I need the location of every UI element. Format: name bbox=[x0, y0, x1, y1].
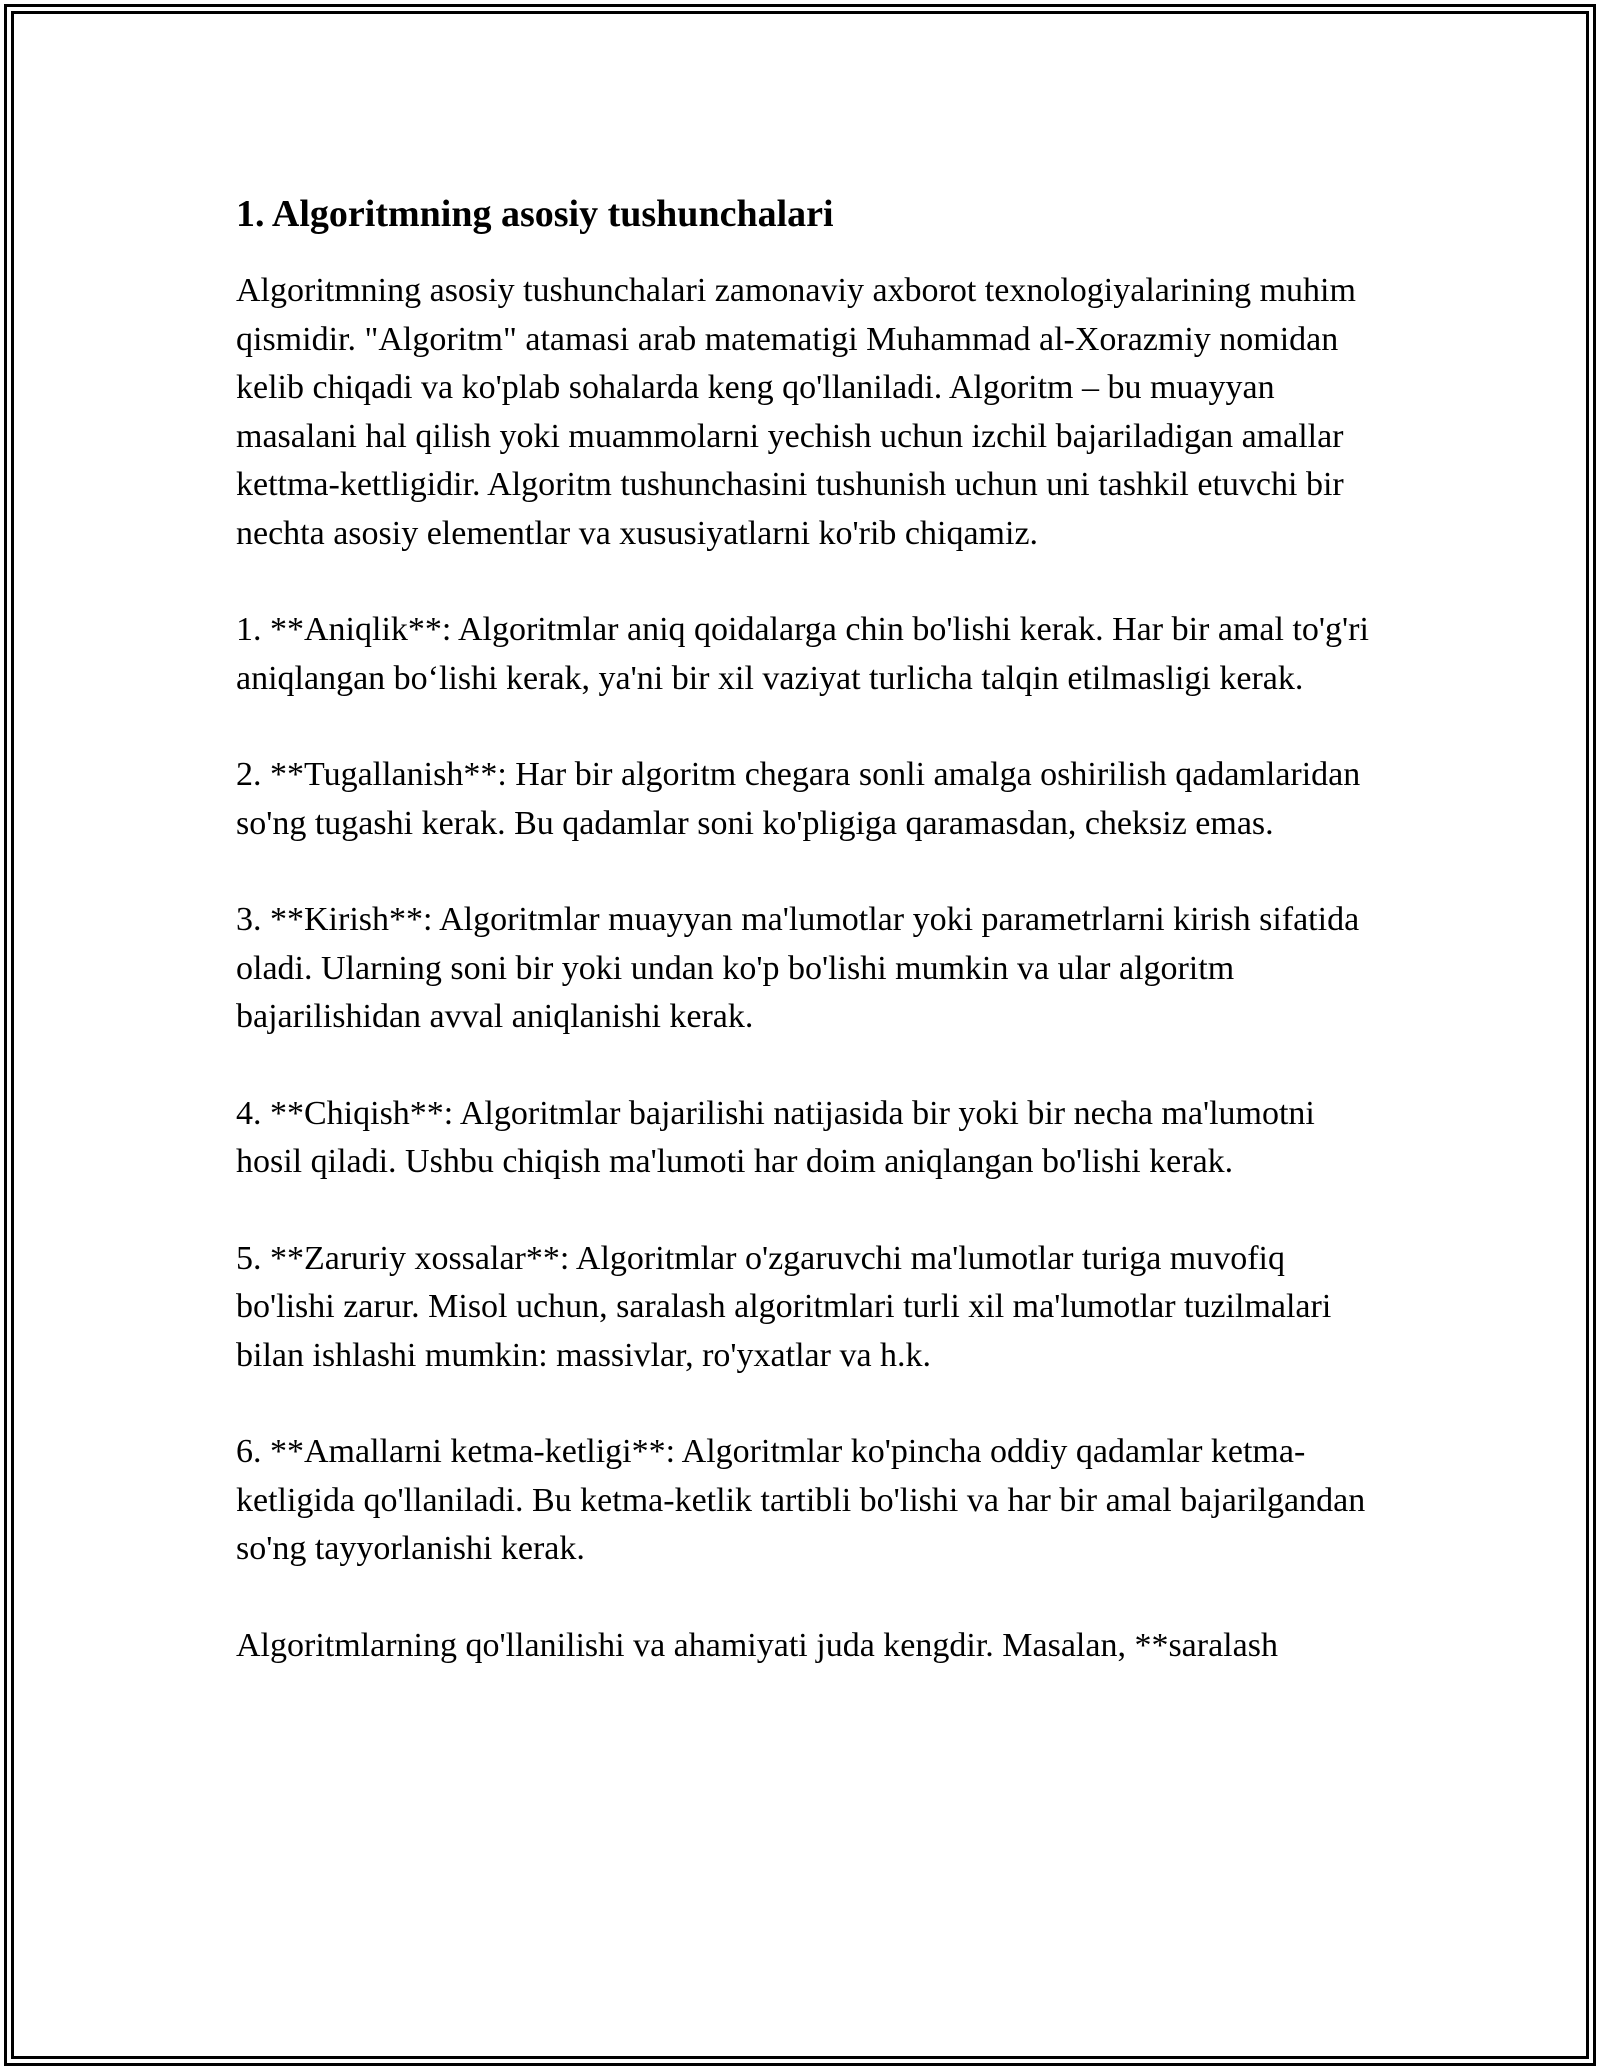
paragraph-zaruriy-xossalar: 5. **Zaruriy xossalar**: Algoritmlar o'zgaruvchi ma'lumotlar turiga muvofiq bo'lishi zarur. Misol uchun, saralash algoritmlari turli xil ma'lumotlar tuzilmalari bilan ishlashi mumkin: massivlar, ro'yxatlar va h.k. bbox=[236, 1239, 1332, 1374]
paragraph-intro: Algoritmning asosiy tushunchalari zamonaviy axborot texnologiyalarining muhim qismidir. "Algoritm" atamasi arab matematigi Muhammad al-Xorazmiy nomidan kelib chiqadi va ko'plab sohalarda keng qo'llaniladi. Algoritm – bu muayyan masalani hal qilish yoki muammolarni yechish uchun izchil bajariladigan amallar kettma-kettligidir. Algoritm tushunchasini tushunish uchun uni tashkil etuvchi bir nechta asosiy elementlar va xususiyatlarni ko'rib chiqamiz. bbox=[236, 272, 1356, 552]
paragraph-chiqish: 4. **Chiqish**: Algoritmlar bajarilishi natijasida bir yoki bir necha ma'lumotni hosil qiladi. Ushbu chiqish ma'lumoti har doim aniqlangan bo'lishi kerak. bbox=[236, 1094, 1315, 1180]
document-body bbox=[236, 185, 1386, 1670]
paragraph-aniqlik: 1. **Aniqlik**: Algoritmlar aniq qoidalarga chin bo'lishi kerak. Har bir amal to'g'ri aniqlangan bo‘lishi kerak, ya'ni bir xil vaziyat turlicha talqin etilmasligi kerak. bbox=[236, 611, 1369, 697]
paragraph-qollanilishi: Algoritmlarning qo'llanilishi va ahamiyati juda kengdir. Masalan, **saralash bbox=[236, 1626, 1278, 1664]
document-title: 1. Algoritmning asosiy tushunchalari bbox=[236, 193, 834, 235]
paragraph-amallar-ketma-ketligi: 6. **Amallarni ketma-ketligi**: Algoritmlar ko'pincha oddiy qadamlar ketma-ketligida qo'llaniladi. Bu ketma-ketlik tartibli bo'lishi va har bir amal bajarilgandan so'ng tayyorlanishi kerak. bbox=[236, 1433, 1366, 1567]
paragraph-tugallanish: 2. **Tugallanish**: Har bir algoritm chegara sonli amalga oshirilish qadamlaridan so'ng tugashi kerak. Bu qadamlar soni ko'pligiga qaramasdan, cheksiz emas. bbox=[236, 756, 1361, 842]
paragraph-kirish: 3. **Kirish**: Algoritmlar muayyan ma'lumotlar yoki parametrlarni kirish sifatida oladi. Ularning soni bir yoki undan ko'p bo'lishi mumkin va ular algoritm bajarilishidan avval aniqlanishi kerak. bbox=[236, 901, 1360, 1035]
